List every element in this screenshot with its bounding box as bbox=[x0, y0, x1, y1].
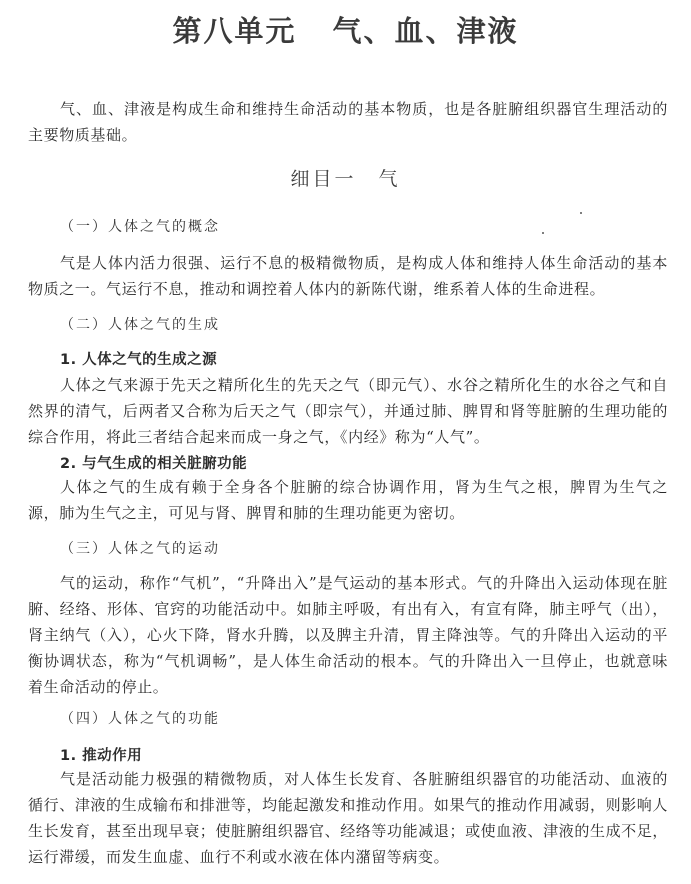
subsection-paragraph-1: 气是人体内活力很强、运行不息的极精微物质，是构成人体和维持人体生命活动的基本物质之一。气运行不息，推动和调控着人体内的新陈代谢，维系着人体的生命进程。 bbox=[28, 254, 668, 298]
subsection-heading-4: （四）人体之气的功能 bbox=[60, 711, 220, 727]
item-heading-4-1: 1. 推动作用 bbox=[60, 748, 143, 764]
item-heading-2-2: 2. 与气生成的相关脏腑功能 bbox=[60, 456, 248, 472]
item-paragraph-4-1: 气是活动能力极强的精微物质，对人体生长发育、各脏腑组织器官的功能活动、血液的循行、津液的生成输布和排泄等，均能起激发和推动作用。如果气的推动作用减弱，则影响人生长发育，甚至出现早衰；使脏腑组织器官、经络等功能减退；或使血液、津液的生成不足，运行滞缓，而发生血虚、血行不利或水液在体内潴留等病变。 bbox=[28, 770, 668, 866]
unit-number: 第八单元 bbox=[172, 14, 297, 48]
print-speck bbox=[580, 212, 582, 214]
subsection-heading-2: （二）人体之气的生成 bbox=[60, 317, 220, 333]
item-paragraph-2-2: 人体之气的生成有赖于全身各个脏腑的综合协调作用，肾为生气之根，脾胃为生气之源，肺为生气之主，可见与肾、脾胃和肺的生理功能更为密切。 bbox=[28, 478, 668, 522]
unit-title bbox=[0, 9, 691, 50]
intro-paragraph: 气、血、津液是构成生命和维持生命活动的基本物质，也是各脏腑组织器官生理活动的主要物质基础。 bbox=[28, 100, 668, 144]
subsection-heading-1: （一）人体之气的概念 bbox=[60, 219, 220, 235]
subsection-paragraph-3: 气的运动，称作“气机”，“升降出入”是气运动的基本形式。气的升降出入运动体现在脏腑、经络、形体、官窍的功能活动中。如肺主呼吸，有出有入，有宣有降，肺主呼气（出），肾主纳气（入），心火下降，肾水升腾，以及脾主升清，胃主降浊等。气的升降出入运动的平衡协调状态，称为“气机调畅”，是人体生命活动的根本。气的升降出入一旦停止，也就意味着生命活动的停止。 bbox=[28, 574, 668, 696]
subsection-heading-3: （三）人体之气的运动 bbox=[60, 541, 220, 557]
item-heading-2-1: 1. 人体之气的生成之源 bbox=[60, 352, 218, 368]
unit-topic: 气、血、津液 bbox=[332, 14, 519, 48]
print-speck bbox=[542, 232, 544, 234]
section-name: 气 bbox=[378, 168, 401, 190]
item-paragraph-2-1: 人体之气来源于先天之精所化生的先天之气（即元气）、水谷之精所化生的水谷之气和自然界的清气，后两者又合称为后天之气（即宗气），并通过肺、脾胃和肾等脏腑的生理功能的综合作用，将此三者结合起来而成一身之气，《内经》称为“人气”。 bbox=[28, 376, 668, 446]
section-title bbox=[0, 164, 691, 191]
section-label: 细目一 bbox=[290, 168, 357, 190]
